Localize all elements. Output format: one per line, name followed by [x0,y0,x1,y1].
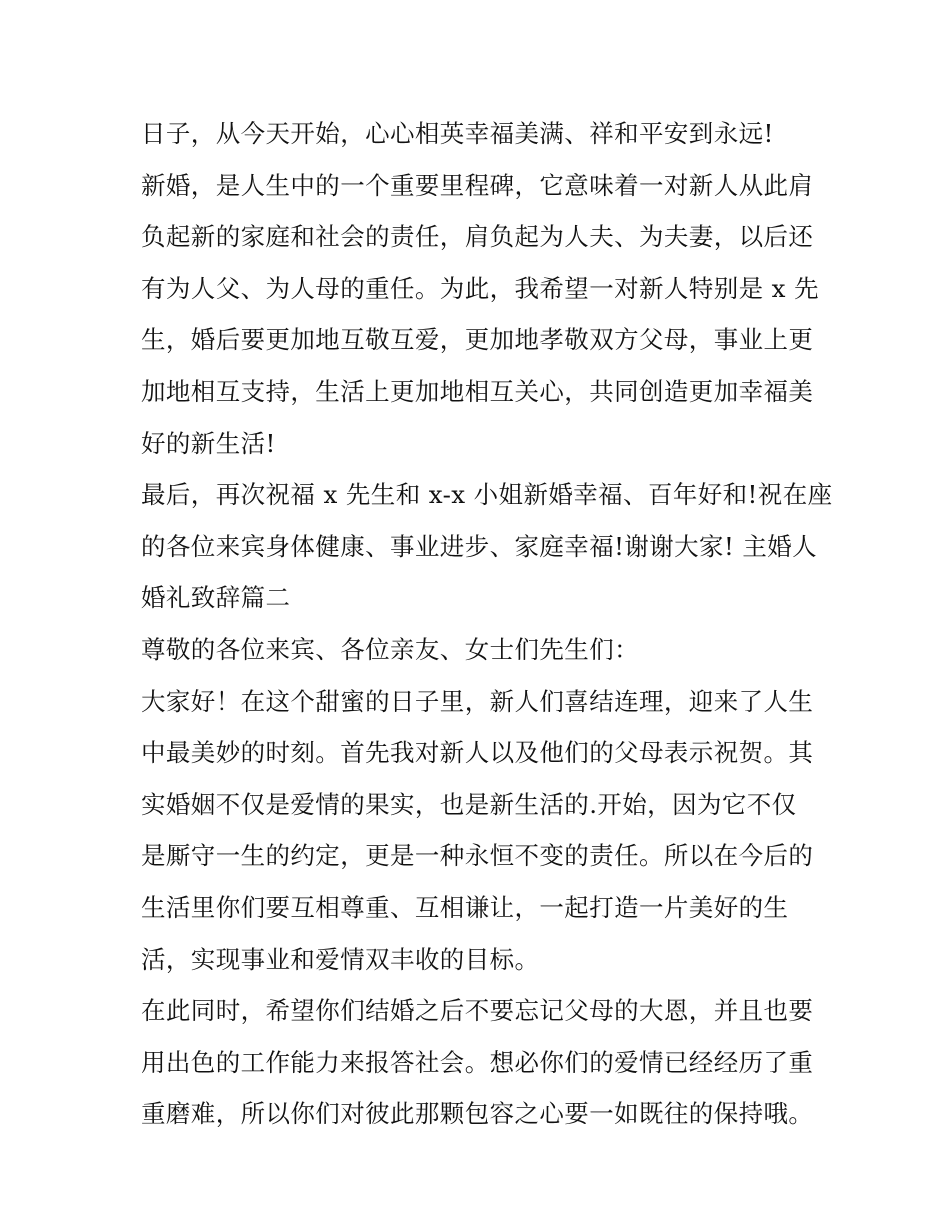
text-line: 最后，再次祝福 x 先生和 x-x 小姐新婚幸福、百年好和!祝在座 [141,480,833,510]
text-line: 的各位来宾身体健康、事业进步、家庭幸福!谢谢大家! 主婚人 [141,531,818,561]
text-line: 日子，从今天开始，心心相英幸福美满、祥和平安到永远! [141,119,774,148]
text-line: 用出色的工作能力来报答社会。想必你们的爱情已经经历了重 [141,1047,814,1077]
document-body [141,108,833,1140]
text-line: 负起新的家庭和社会的责任，肩负起为人夫、为夫妻，以后还 [141,222,814,252]
text-line: 新婚，是人生中的一个重要里程碑，它意味着一对新人从此肩 [141,170,814,200]
text-line: 实婚姻不仅是爱情的果实，也是新生活的.开始，因为它不仅 [141,789,797,819]
text-line: 活，实现事业和爱情双丰收的目标。 [141,944,540,974]
salutation-line: 尊敬的各位来宾、各位亲友、女士们先生们： [141,634,639,664]
text-line: 重磨难，所以你们对彼此那颗包容之心要一如既往的保持哦。 [141,1099,814,1129]
section-heading: 婚礼致辞篇二 [141,583,291,613]
text-line: 生，婚后要更加地互敬互爱，更加地孝敬双方父母，事业上更 [141,325,814,355]
text-line: 在此同时，希望你们结婚之后不要忘记父母的大恩，并且也要 [141,996,814,1026]
text-line: 生活里你们要互相尊重、互相谦让，一起打造一片美好的生 [141,892,789,922]
text-line: 好的新生活! [141,428,276,458]
text-line: 中最美妙的时刻。首先我对新人以及他们的父母表示祝贺。其 [141,738,814,768]
text-line: 大家好！在这个甜蜜的日子里，新人们喜结连理，迎来了人生 [141,686,814,716]
text-line: 加地相互支持，生活上更加地相互关心，共同创造更加幸福美 [141,376,814,406]
text-line: 是厮守一生的约定，更是一种永恒不变的责任。所以在今后的 [141,841,814,871]
text-line: 有为人父、为人母的重任。为此，我希望一对新人特别是 x 先 [141,273,819,303]
